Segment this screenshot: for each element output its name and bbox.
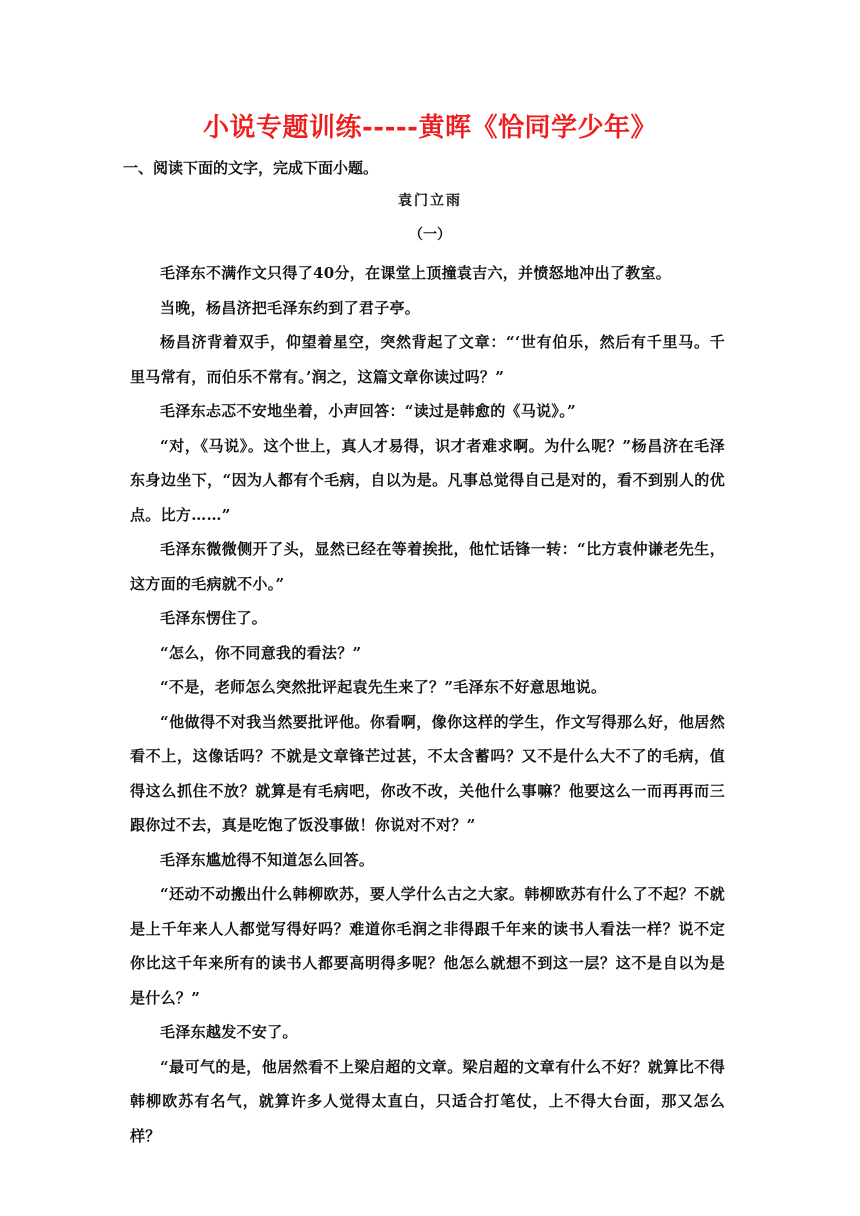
paragraph: “最可气的是，他居然看不上梁启超的文章。梁启超的文章有什么不好？就算比不得韩柳欧苏有名气，就算许多人觉得太直白，只适合打笔仗，上不得大台面，那又怎么样？: [130, 1057, 725, 1145]
story-body: [130, 256, 725, 1153]
paragraph: 毛泽东微微侧开了头，显然已经在等着挨批，他忙话锋一转：“比方袁仲谦老先生，这方面的毛病就不小。”: [130, 540, 725, 593]
paragraph: 毛泽东尴尬得不知道怎么回答。: [160, 850, 375, 869]
paragraph: “不是，老师怎么突然批评起袁先生来了？”毛泽东不好意思地说。: [160, 678, 607, 696]
paragraph: 当晚，杨昌济把毛泽东约到了君子亭。: [160, 298, 421, 317]
paragraph: 毛泽东不满作文只得了40分，在课堂上顶撞袁吉六，并愤怒地冲出了教室。: [160, 264, 672, 282]
paragraph: 毛泽东愣住了。: [160, 609, 268, 627]
paragraph: 杨昌济背着双手，仰望着星空，突然背起了文章：“‘世有伯乐，然后有千里马。千里马常有，而伯乐不常有。’润之，这篇文章你读过吗？”: [130, 333, 725, 386]
paragraph: “怎么，你不同意我的看法？”: [160, 643, 362, 662]
part-number: （一）: [409, 227, 451, 243]
section-heading: 一、阅读下面的文字，完成下面小题。: [123, 159, 379, 177]
paragraph: 毛泽东忐忑不安地坐着，小声回答：“读过是韩愈的《马说》。”: [160, 402, 576, 420]
paragraph: “对，《马说》。这个世上，真人才易得，识才者难求啊。为什么呢？”杨昌济在毛泽东身边坐下，“因为人都有个毛病，自以为是。凡事总觉得自己是对的，看不到别人的优点。比方……”: [130, 436, 725, 524]
paragraph: “他做得不对我当然要批评他。你看啊，像你这样的学生，作文写得那么好，他居然看不上，这像话吗？不就是文章锋芒过甚，不太含蓄吗？又不是什么大不了的毛病，值得这么抓住不放？就算是有毛病吧，你改不改，关他什么事嘛？他要这么一而再再而三跟你过不去，真是吃饱了饭没事做！你说对不对？”: [130, 712, 725, 834]
paragraph: “还动不动搬出什么韩柳欧苏，要人学什么古之大家。韩柳欧苏有什么了不起？不就是上千年来人人都觉写得好吗？难道你毛润之非得跟千年来的读书人看法一样？说不定你比这千年来所有的读书人都要高明得多呢？他怎么就想不到这一层？这不是自以为是是什么？”: [130, 885, 725, 1007]
story-title: 袁门立雨: [398, 193, 462, 209]
paragraph: 毛泽东越发不安了。: [160, 1023, 298, 1041]
document-title: 小说专题训练-----黄晖《恰同学少年》: [203, 113, 657, 143]
